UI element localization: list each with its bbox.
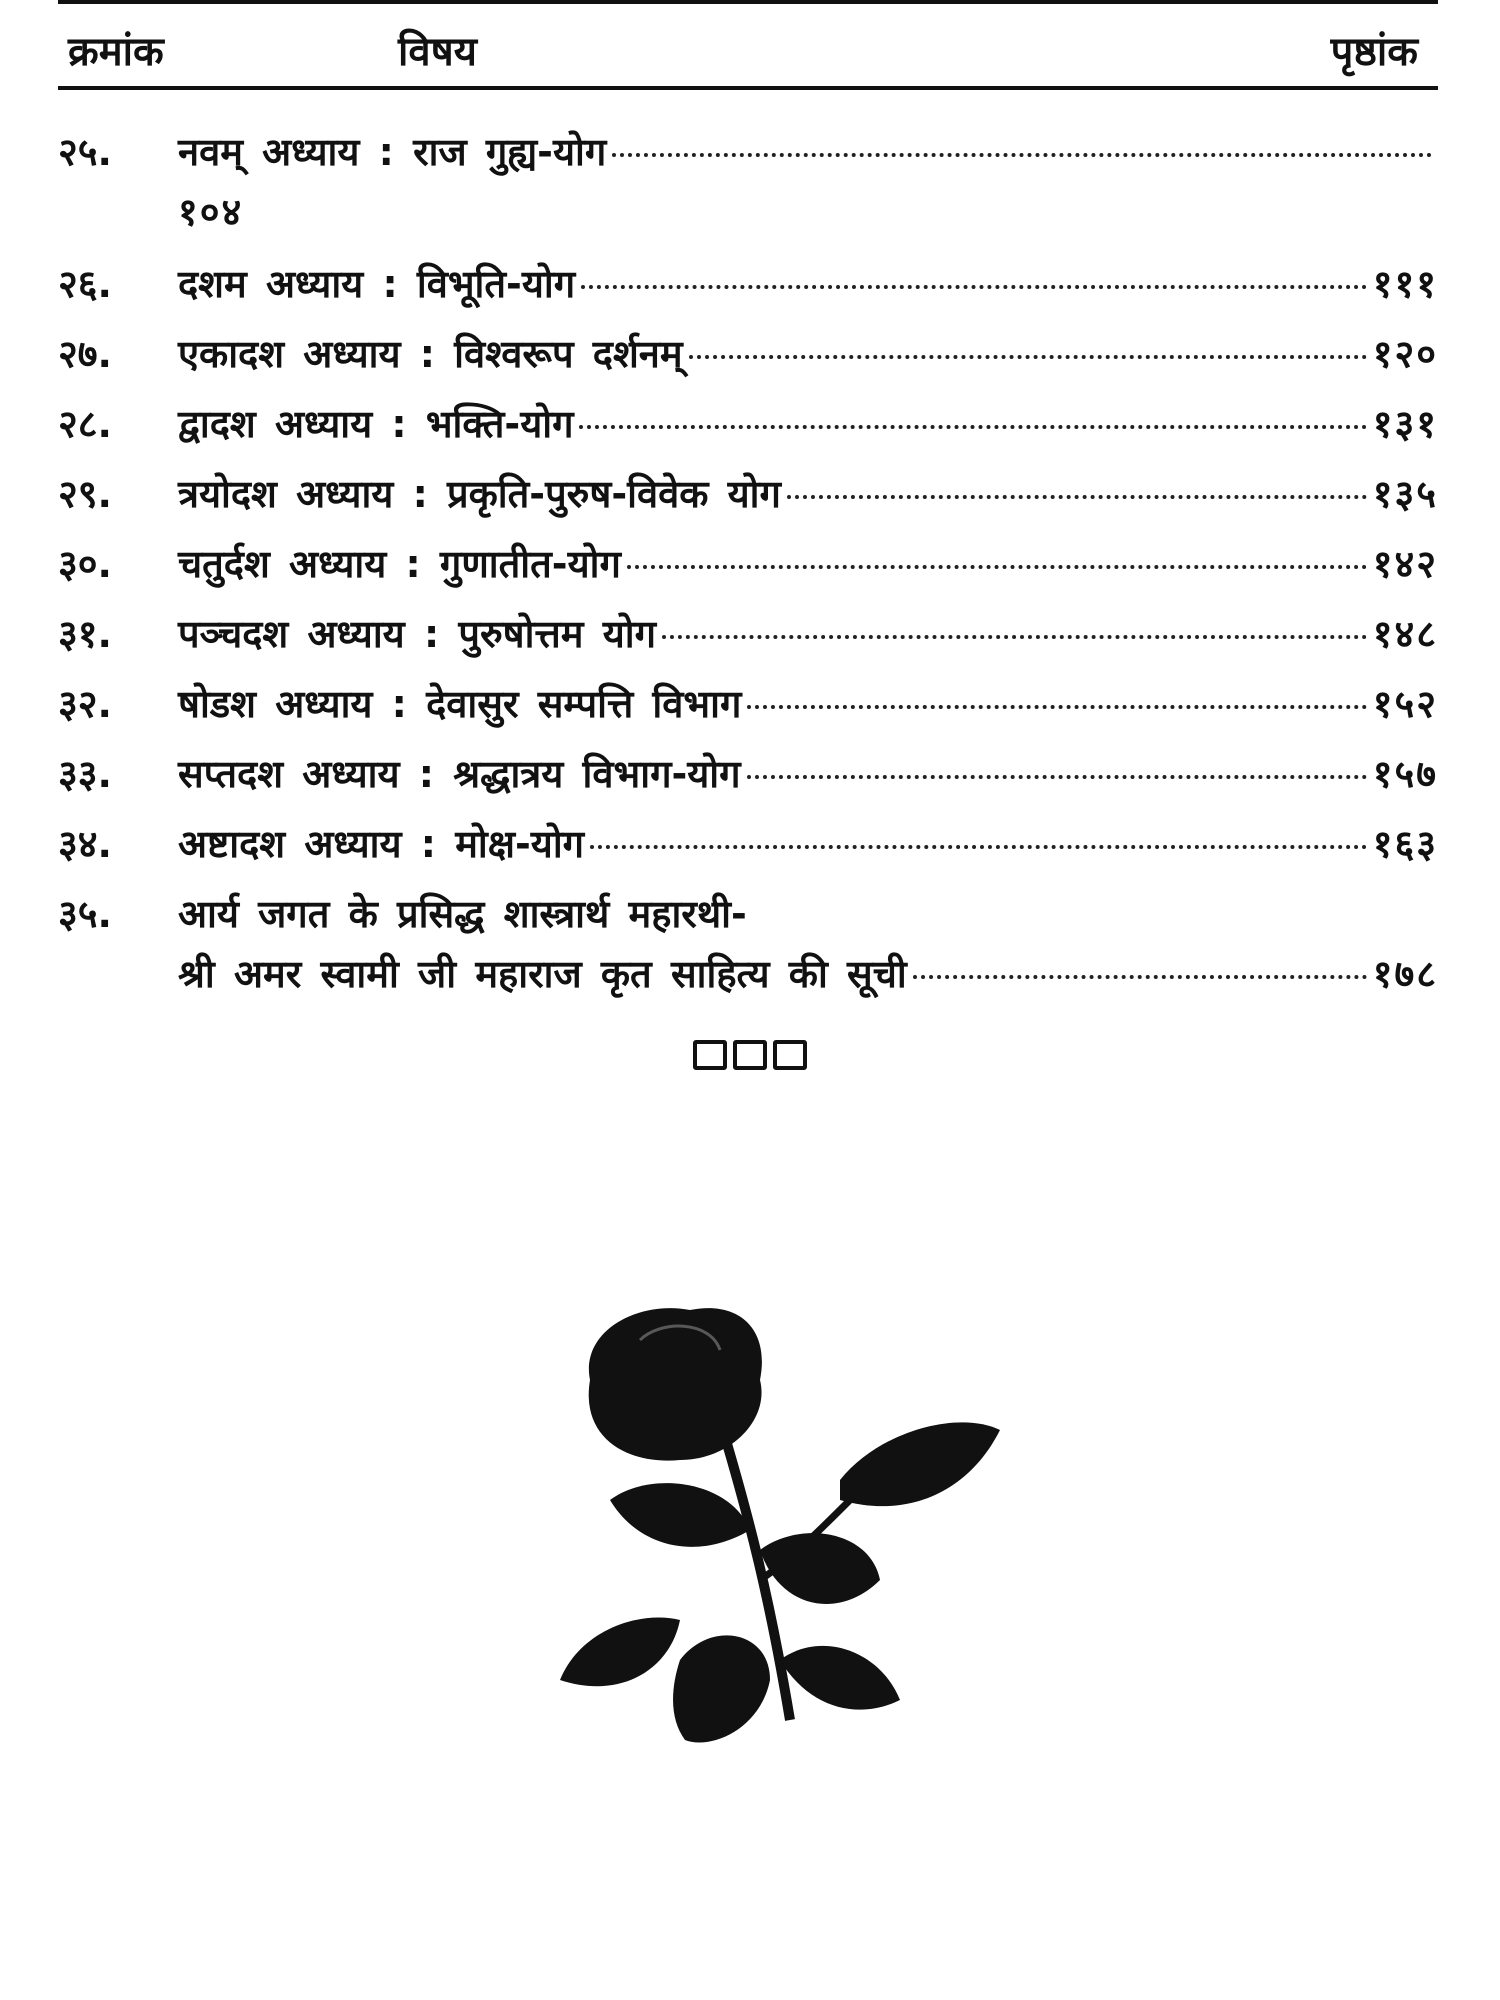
entry-title: नवम् अध्याय : राज गुह्य-योग	[178, 130, 607, 174]
entry-title: षोडश अध्याय : देवासुर सम्पत्ति विभाग	[178, 682, 742, 726]
entry-number: २९.	[58, 472, 112, 516]
dot-leader	[579, 425, 1366, 429]
entry-number: ३०.	[58, 542, 112, 586]
toc-entry-28[interactable]	[58, 387, 1438, 457]
toc-list	[58, 115, 1438, 1009]
box-icon	[773, 1040, 807, 1070]
entry-title: अष्टादश अध्याय : मोक्ष-योग	[178, 822, 585, 866]
toc-entry-25-page-line	[58, 185, 1438, 247]
entry-title: पञ्चदश अध्याय : पुरुषोत्तम योग	[178, 612, 656, 656]
rose-silhouette-icon	[520, 1300, 1040, 1800]
entry-page: १४२	[1372, 542, 1438, 586]
entry-page: १११	[1372, 262, 1438, 306]
entry-number: ३४.	[58, 822, 112, 866]
toc-entry-29[interactable]	[58, 457, 1438, 527]
dot-leader	[787, 495, 1367, 499]
toc-entry-35[interactable]	[58, 877, 1438, 947]
entry-number: २८.	[58, 402, 112, 446]
entry-page: १०४	[178, 190, 244, 234]
toc-entry-35-line2	[58, 947, 1438, 1009]
toc-entry-31[interactable]	[58, 597, 1438, 667]
dot-leader	[689, 355, 1367, 359]
entry-page: १३१	[1372, 402, 1438, 446]
entry-number: २५.	[58, 130, 112, 174]
header-subject: विषय	[398, 29, 477, 75]
entry-page: १४८	[1372, 612, 1438, 656]
header-page: पृष्ठांक	[1330, 29, 1418, 75]
top-rule	[58, 0, 1438, 4]
entry-number: ३२.	[58, 682, 112, 726]
entry-page: १७८	[1372, 952, 1438, 996]
toc-entry-34[interactable]	[58, 807, 1438, 877]
dot-leader	[612, 153, 1432, 157]
entry-number: २६.	[58, 262, 112, 306]
toc-entry-32[interactable]	[58, 667, 1438, 737]
entry-title: सप्तदश अध्याय : श्रद्धात्रय विभाग-योग	[178, 752, 741, 796]
entry-title: चतुर्दश अध्याय : गुणातीत-योग	[178, 542, 621, 586]
entry-page: १३५	[1372, 472, 1438, 516]
box-icon	[693, 1040, 727, 1070]
dot-leader	[747, 705, 1366, 709]
entry-title: द्वादश अध्याय : भक्ति-योग	[178, 402, 574, 446]
entry-title: त्रयोदश अध्याय : प्रकृति-पुरुष-विवेक योग	[178, 472, 781, 516]
toc-entry-27[interactable]	[58, 317, 1438, 387]
dot-leader	[590, 845, 1367, 849]
dot-leader	[581, 285, 1367, 289]
entry-number: ३१.	[58, 612, 112, 656]
entry-title: एकादश अध्याय : विश्वरूप दर्शनम्	[178, 332, 683, 376]
three-boxes-icon	[0, 1040, 1500, 1074]
dot-leader	[747, 775, 1367, 779]
toc-entry-25[interactable]	[58, 115, 1438, 185]
entry-page: १५७	[1372, 752, 1438, 796]
toc-entry-30[interactable]	[58, 527, 1438, 597]
toc-entry-33[interactable]	[58, 737, 1438, 807]
entry-number: ३३.	[58, 752, 112, 796]
header-rule	[58, 86, 1438, 90]
dot-leader	[627, 565, 1367, 569]
entry-title-line2: श्री अमर स्वामी जी महाराज कृत साहित्य की सूची	[178, 952, 907, 996]
dot-leader	[913, 975, 1367, 979]
dot-leader	[662, 635, 1367, 639]
entry-page: १६३	[1372, 822, 1438, 866]
entry-page: १५२	[1372, 682, 1438, 726]
entry-number: ३५.	[58, 892, 112, 936]
entry-page: १२०	[1372, 332, 1438, 376]
entry-title: आर्य जगत के प्रसिद्ध शास्त्रार्थ महारथी-	[178, 892, 747, 936]
entry-title: दशम अध्याय : विभूति-योग	[178, 262, 576, 306]
toc-entry-26[interactable]	[58, 247, 1438, 317]
box-icon	[733, 1040, 767, 1070]
entry-number: २७.	[58, 332, 112, 376]
toc-header	[58, 14, 1438, 84]
header-number: क्रमांक	[68, 29, 164, 75]
